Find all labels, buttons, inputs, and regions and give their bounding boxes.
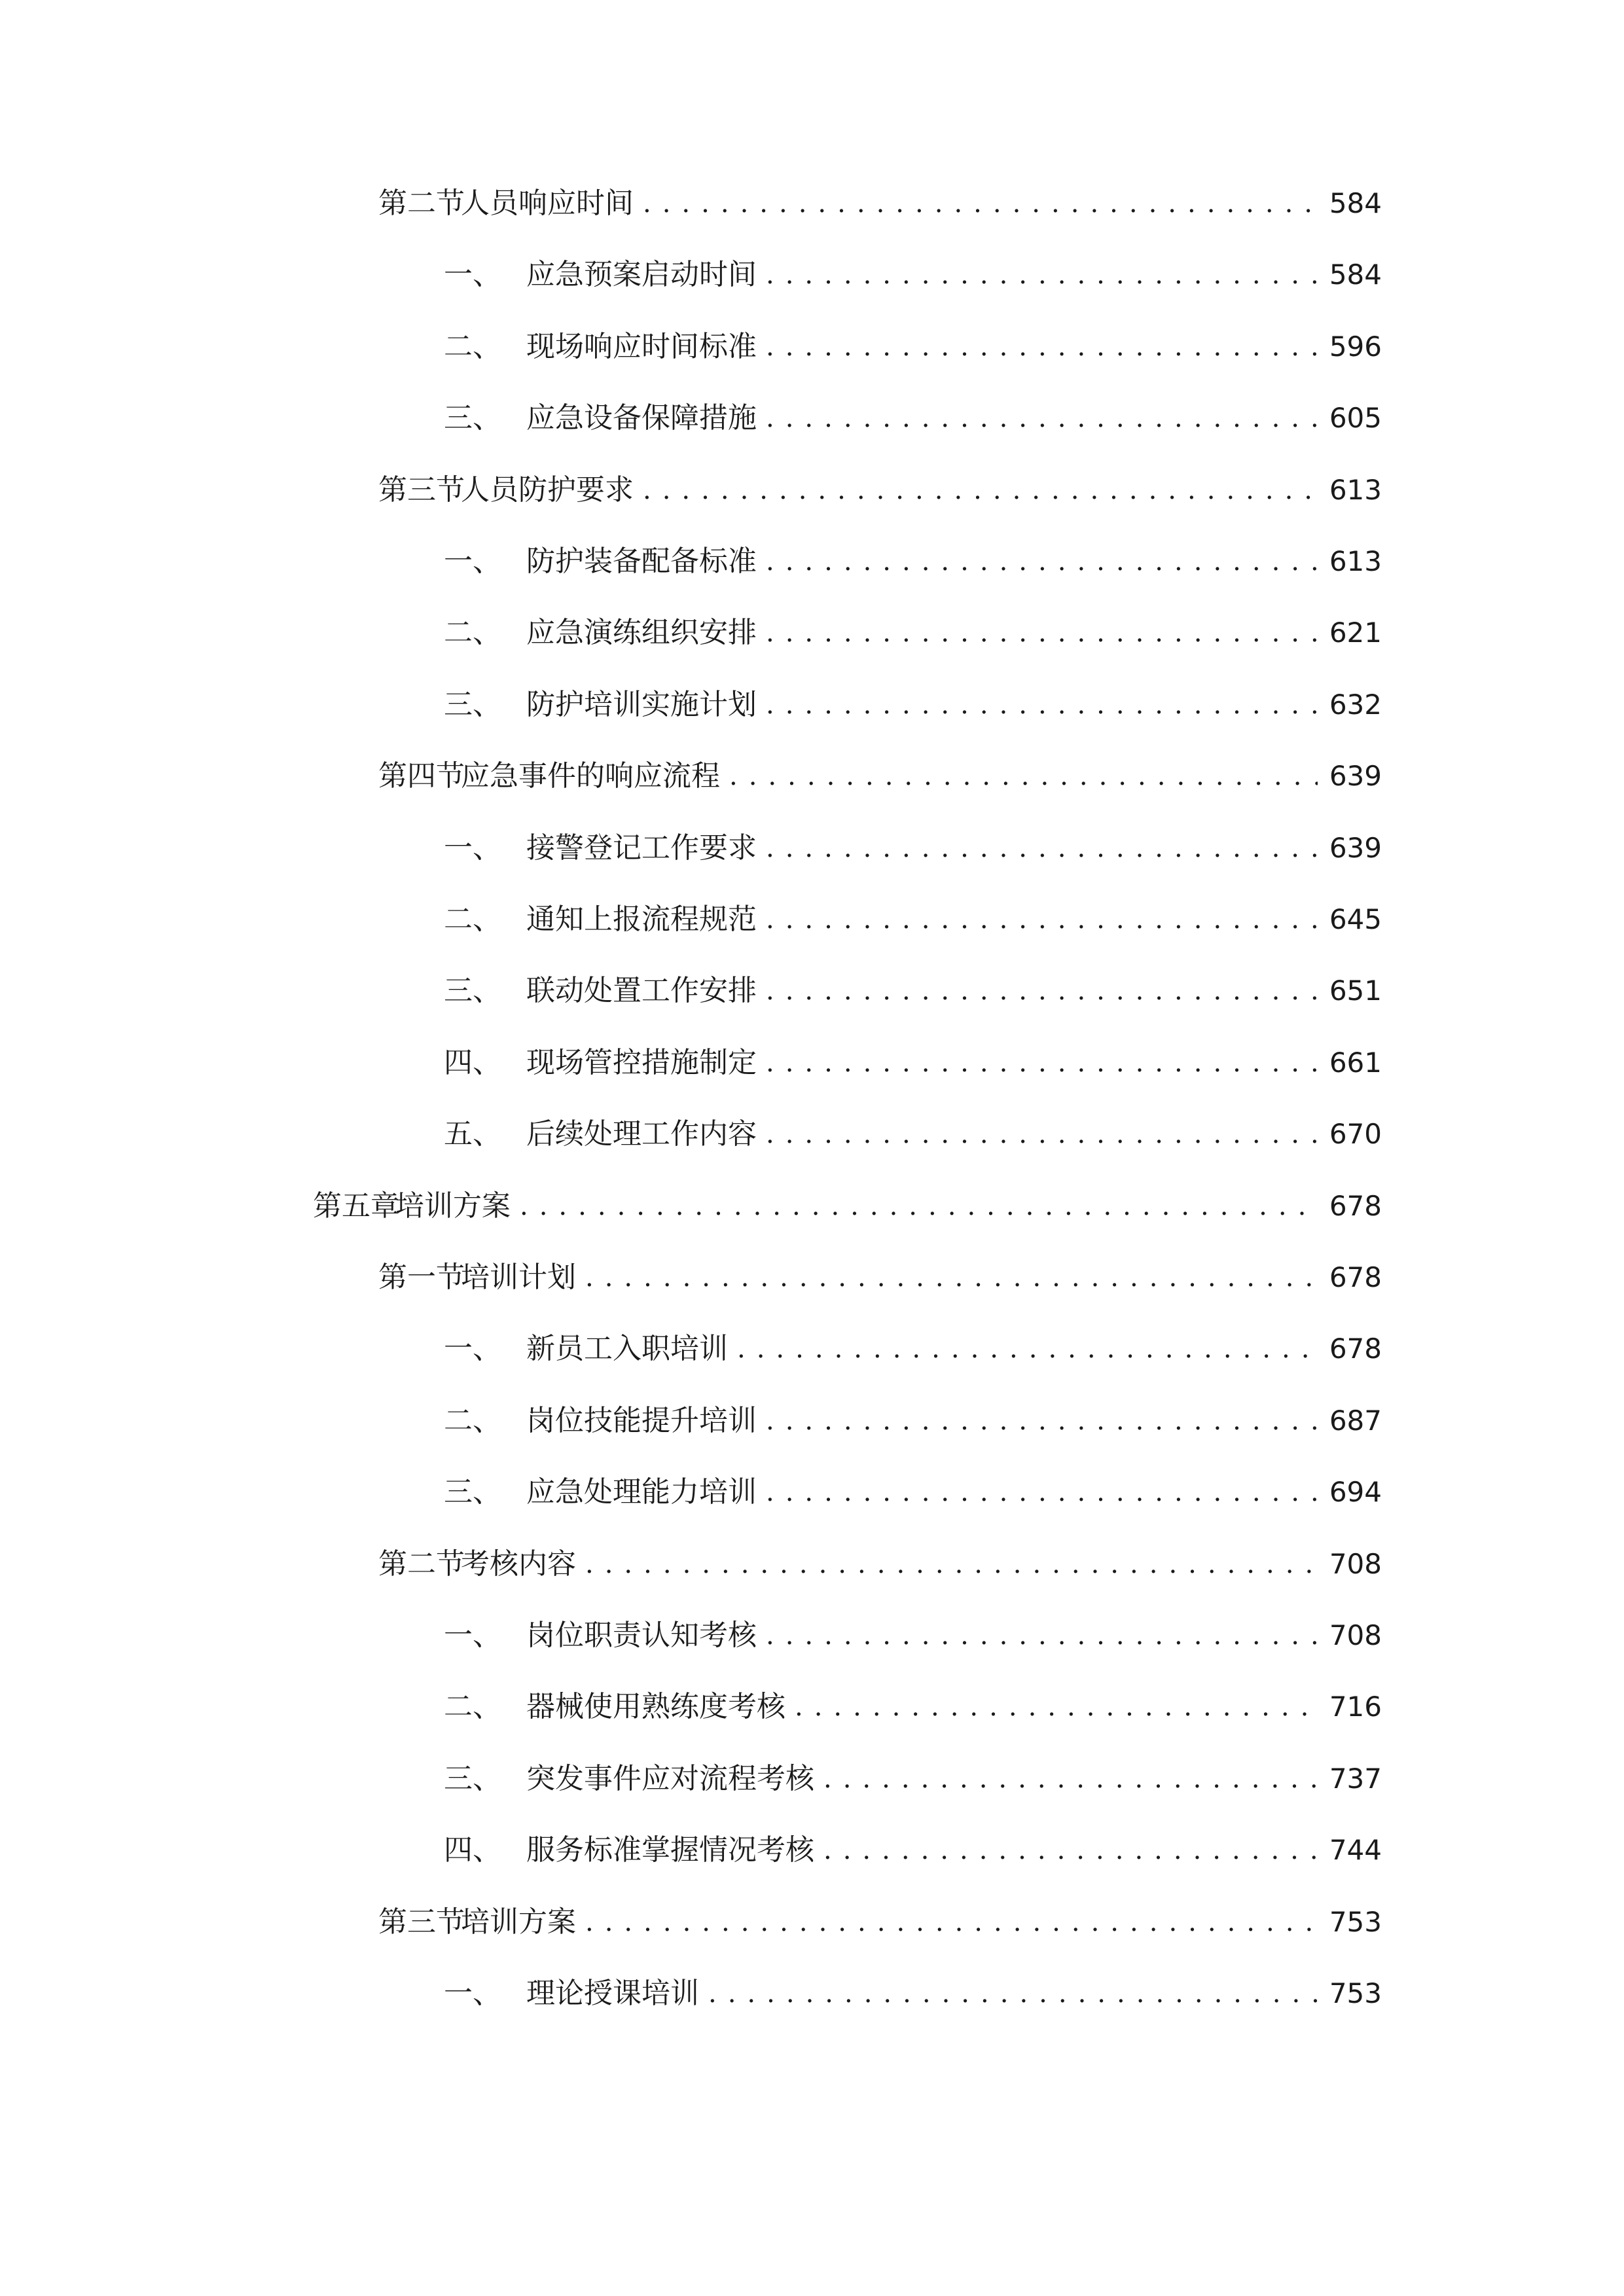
toc-entry-page-number: 613 xyxy=(1329,545,1382,577)
toc-entry-number: 一、 xyxy=(444,545,501,578)
toc-entry-item[interactable] xyxy=(444,1681,1382,1733)
toc-entry-number: 一、 xyxy=(444,1332,501,1365)
toc-entry-number: 第一节 xyxy=(378,1261,465,1294)
toc-entry-number: 三、 xyxy=(444,974,501,1007)
toc-entry-page-number: 661 xyxy=(1329,1047,1382,1079)
dot-leader xyxy=(634,464,1318,516)
dot-leader xyxy=(757,679,1318,731)
toc-entry-title: 器械使用熟练度考核 xyxy=(526,1690,785,1723)
dot-leader xyxy=(720,750,1318,802)
dot-leader xyxy=(757,249,1318,301)
toc-entry-title: 应急预案启动时间 xyxy=(526,258,757,291)
toc-entry-item[interactable] xyxy=(444,392,1382,444)
dot-leader xyxy=(785,1681,1318,1733)
toc-entry-page-number: 753 xyxy=(1329,1906,1382,1938)
toc-entry-page-number: 651 xyxy=(1329,975,1382,1007)
dot-leader xyxy=(757,822,1318,874)
toc-entry-section[interactable] xyxy=(378,1538,1382,1590)
toc-entry-number: 二、 xyxy=(444,1690,501,1723)
dot-leader xyxy=(757,392,1318,444)
toc-entry-item[interactable] xyxy=(444,1037,1382,1089)
toc-entry-item[interactable] xyxy=(444,965,1382,1017)
toc-entry-title: 后续处理工作内容 xyxy=(526,1117,757,1151)
toc-entry-number: 二、 xyxy=(444,330,501,363)
dot-leader xyxy=(576,1538,1318,1590)
toc-entry-page-number: 670 xyxy=(1329,1118,1382,1150)
toc-entry-title: 岗位职责认知考核 xyxy=(526,1619,757,1652)
toc-entry-item[interactable] xyxy=(444,1753,1382,1805)
toc-entry-item[interactable] xyxy=(444,249,1382,301)
toc-entry-page-number: 716 xyxy=(1329,1691,1382,1723)
toc-entry-page-number: 687 xyxy=(1329,1405,1382,1437)
toc-entry-item[interactable] xyxy=(444,1323,1382,1375)
dot-leader xyxy=(814,1824,1318,1876)
toc-entry-number: 第二节 xyxy=(378,187,465,220)
toc-entry-number: 二、 xyxy=(444,616,501,649)
toc-entry-item[interactable] xyxy=(444,822,1382,874)
toc-entry-title: 防护培训实施计划 xyxy=(526,688,757,721)
dot-leader xyxy=(757,965,1318,1017)
toc-entry-title: 人员响应时间 xyxy=(461,187,634,220)
dot-leader xyxy=(757,321,1318,373)
toc-entry-number: 第二节 xyxy=(378,1547,465,1581)
toc-entry-page-number: 605 xyxy=(1329,402,1382,434)
toc-entry-page-number: 694 xyxy=(1329,1476,1382,1508)
toc-entry-item[interactable] xyxy=(444,1108,1382,1160)
toc-entry-section[interactable] xyxy=(378,750,1382,802)
dot-leader xyxy=(511,1180,1318,1232)
toc-entry-item[interactable] xyxy=(444,1395,1382,1447)
toc-entry-number: 第三节 xyxy=(378,1905,465,1939)
toc-entry-title: 联动处置工作安排 xyxy=(526,974,757,1007)
toc-entry-page-number: 613 xyxy=(1329,474,1382,506)
toc-entry-page-number: 678 xyxy=(1329,1261,1382,1293)
toc-entry-number: 第三节 xyxy=(378,473,465,507)
dot-leader xyxy=(814,1753,1318,1805)
dot-leader xyxy=(757,1609,1318,1662)
toc-entry-section[interactable] xyxy=(378,1896,1382,1948)
toc-entry-number: 第五章 xyxy=(313,1189,399,1223)
toc-entry-item[interactable] xyxy=(444,1609,1382,1662)
toc-entry-page-number: 737 xyxy=(1329,1763,1382,1795)
toc-entry-title: 接警登记工作要求 xyxy=(526,831,757,865)
toc-entry-number: 第四节 xyxy=(378,759,465,793)
toc-entry-number: 四、 xyxy=(444,1046,501,1079)
dot-leader xyxy=(757,893,1318,946)
toc-entry-page-number: 584 xyxy=(1329,187,1382,219)
toc-entry-title: 服务标准掌握情况考核 xyxy=(526,1833,814,1867)
toc-entry-title: 考核内容 xyxy=(461,1547,576,1581)
dot-leader xyxy=(757,1466,1318,1518)
toc-entry-section[interactable] xyxy=(378,1251,1382,1304)
dot-leader xyxy=(757,1395,1318,1447)
dot-leader xyxy=(699,1967,1318,2020)
toc-entry-title: 岗位技能提升培训 xyxy=(526,1404,757,1437)
toc-entry-section[interactable] xyxy=(378,464,1382,516)
toc-entry-title: 突发事件应对流程考核 xyxy=(526,1762,814,1795)
toc-entry-number: 三、 xyxy=(444,1475,501,1509)
toc-entry-title: 现场响应时间标准 xyxy=(526,330,757,363)
toc-entry-page-number: 678 xyxy=(1329,1333,1382,1365)
toc-entry-title: 人员防护要求 xyxy=(461,473,634,507)
dot-leader xyxy=(757,1037,1318,1089)
dot-leader xyxy=(728,1323,1318,1375)
dot-leader xyxy=(757,1108,1318,1160)
toc-entry-title: 现场管控措施制定 xyxy=(526,1046,757,1079)
toc-entry-number: 三、 xyxy=(444,401,501,435)
toc-entry-item[interactable] xyxy=(444,1466,1382,1518)
toc-entry-item[interactable] xyxy=(444,893,1382,946)
toc-entry-title: 培训计划 xyxy=(461,1261,576,1294)
toc-entry-page-number: 632 xyxy=(1329,689,1382,721)
toc-entry-page-number: 639 xyxy=(1329,760,1382,792)
toc-entry-number: 一、 xyxy=(444,258,501,291)
toc-entry-title: 应急演练组织安排 xyxy=(526,616,757,649)
toc-entry-page-number: 621 xyxy=(1329,617,1382,649)
toc-entry-number: 五、 xyxy=(444,1117,501,1151)
toc-entry-page-number: 639 xyxy=(1329,832,1382,864)
toc-entry-item[interactable] xyxy=(444,321,1382,373)
dot-leader xyxy=(757,535,1318,588)
dot-leader xyxy=(576,1896,1318,1948)
toc-entry-item[interactable] xyxy=(444,1824,1382,1876)
toc-entry-number: 二、 xyxy=(444,1404,501,1437)
toc-entry-title: 培训方案 xyxy=(395,1189,511,1223)
toc-entry-number: 一、 xyxy=(444,1977,501,2010)
toc-entry-page-number: 708 xyxy=(1329,1619,1382,1651)
toc-entry-title: 新员工入职培训 xyxy=(526,1332,728,1365)
toc-entry-page-number: 753 xyxy=(1329,1977,1382,2009)
toc-entry-title: 应急设备保障措施 xyxy=(526,401,757,435)
toc-entry-chapter[interactable] xyxy=(313,1180,1382,1232)
toc-entry-number: 三、 xyxy=(444,688,501,721)
toc-entry-item[interactable] xyxy=(444,1967,1382,2020)
toc-entry-page-number: 596 xyxy=(1329,331,1382,363)
toc-entry-title: 理论授课培训 xyxy=(526,1977,699,2010)
toc-entry-item[interactable] xyxy=(444,535,1382,588)
dot-leader xyxy=(757,607,1318,659)
toc-entry-item[interactable] xyxy=(444,607,1382,659)
toc-entry-title: 防护装备配备标准 xyxy=(526,545,757,578)
toc-entry-page-number: 708 xyxy=(1329,1548,1382,1580)
toc-entry-title: 应急处理能力培训 xyxy=(526,1475,757,1509)
toc-entry-number: 一、 xyxy=(444,1619,501,1652)
toc-entry-number: 二、 xyxy=(444,903,501,936)
toc-entry-number: 四、 xyxy=(444,1833,501,1867)
toc-entry-page-number: 744 xyxy=(1329,1834,1382,1866)
dot-leader xyxy=(576,1251,1318,1304)
toc-entry-section[interactable] xyxy=(378,177,1382,230)
toc-entry-number: 三、 xyxy=(444,1762,501,1795)
toc-entry-title: 通知上报流程规范 xyxy=(526,903,757,936)
toc-entry-page-number: 645 xyxy=(1329,903,1382,935)
toc-entry-page-number: 678 xyxy=(1329,1190,1382,1222)
toc-entry-number: 一、 xyxy=(444,831,501,865)
toc-entry-title: 应急事件的响应流程 xyxy=(461,759,720,793)
toc-entry-title: 培训方案 xyxy=(461,1905,576,1939)
toc-entry-page-number: 584 xyxy=(1329,259,1382,291)
dot-leader xyxy=(634,177,1318,230)
toc-entry-item[interactable] xyxy=(444,679,1382,731)
